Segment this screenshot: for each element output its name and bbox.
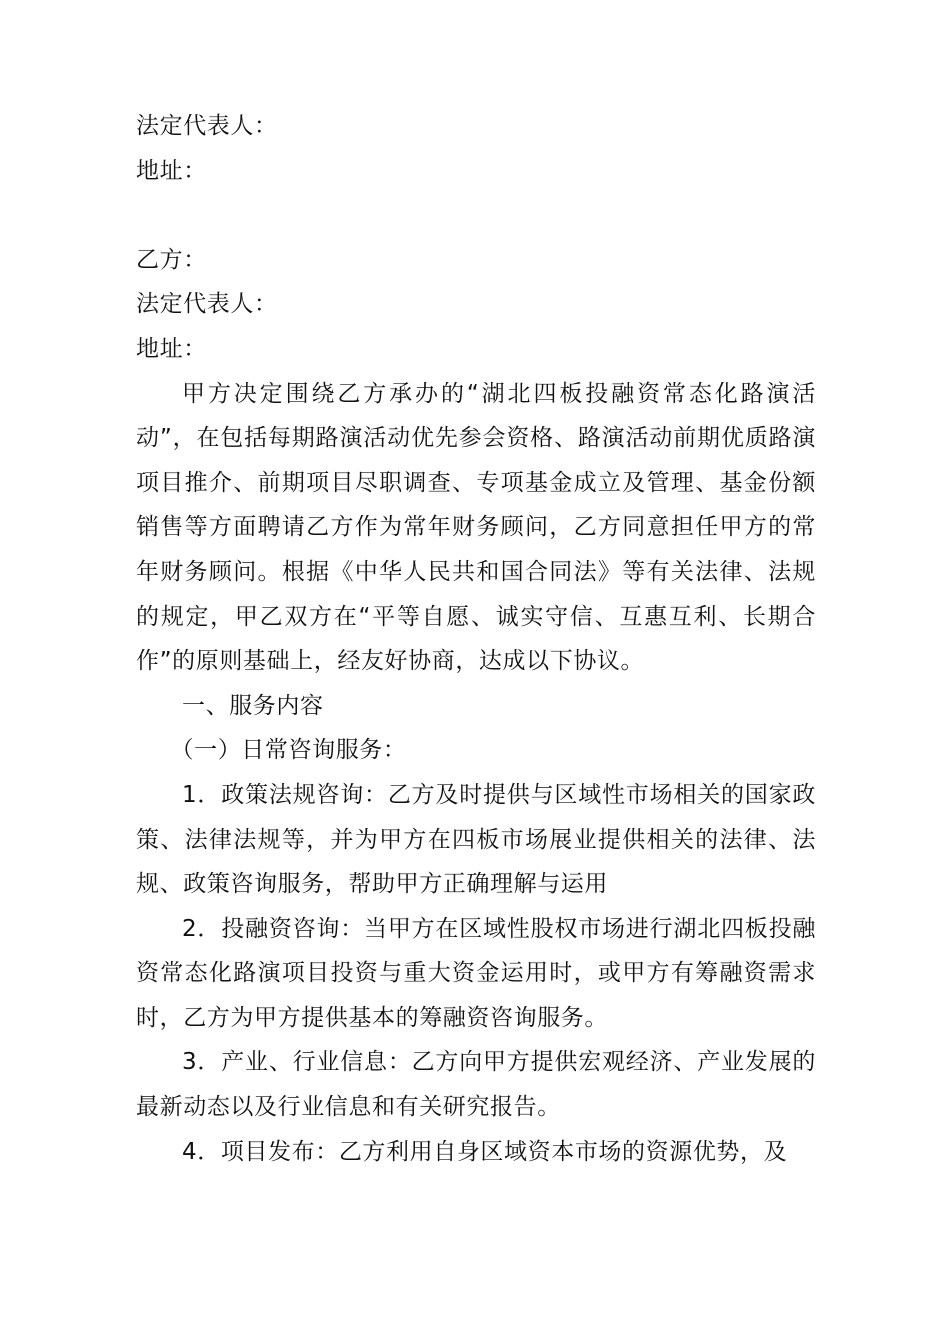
party-b-address-label: 地址： bbox=[136, 335, 207, 362]
document-body bbox=[136, 104, 816, 1174]
party-a-address-label: 地址： bbox=[136, 157, 207, 184]
party-b-label: 乙方： bbox=[136, 246, 207, 273]
item-industry-info: 3．产业、行业信息：乙方向甲方提供宏观经济、产业发展的最新动态以及行业信息和有关研究报告。 bbox=[136, 1049, 816, 1121]
item-project-release: 4．项目发布：乙方利用自身区域资本市场的资源优势，及 bbox=[182, 1138, 788, 1165]
item-policy-consulting: 1．政策法规咨询：乙方及时提供与区域性市场相关的国家政策、法律法规等，并为甲方在四板市场展业提供相关的法律、法规、政策咨询服务，帮助甲方正确理解与运用 bbox=[136, 781, 816, 898]
party-a-legal-rep-label: 法定代表人： bbox=[136, 113, 278, 139]
blank-line bbox=[136, 193, 816, 238]
section-1-title: 一、服务内容 bbox=[182, 692, 324, 719]
subsection-1-title: （一）日常咨询服务： bbox=[170, 737, 407, 764]
party-b-legal-rep-label: 法定代表人： bbox=[136, 291, 278, 318]
item-investment-consulting: 2．投融资咨询：当甲方在区域性股权市场进行湖北四板投融资常态化路演项目投资与重大资金运用时，或甲方有筹融资需求时，乙方为甲方提供基本的筹融资咨询服务。 bbox=[136, 915, 816, 1031]
preamble-paragraph: 甲方决定围绕乙方承办的“湖北四板投融资常态化路演活动”，在包括每期路演活动优先参会资格、路演活动前期优质路演项目推介、前期项目尽职调查、专项基金成立及管理、基金份额销售等方面聘请乙方作为常年财务顾问，乙方同意担任甲方的常年财务顾问。根据《中华人民共和国合同法》等有关法律、法规的规定，甲乙双方在“平等自愿、诚实守信、互惠互利、长期合作”的原则基础上，经友好协商，达成以下协议。 bbox=[136, 380, 816, 675]
